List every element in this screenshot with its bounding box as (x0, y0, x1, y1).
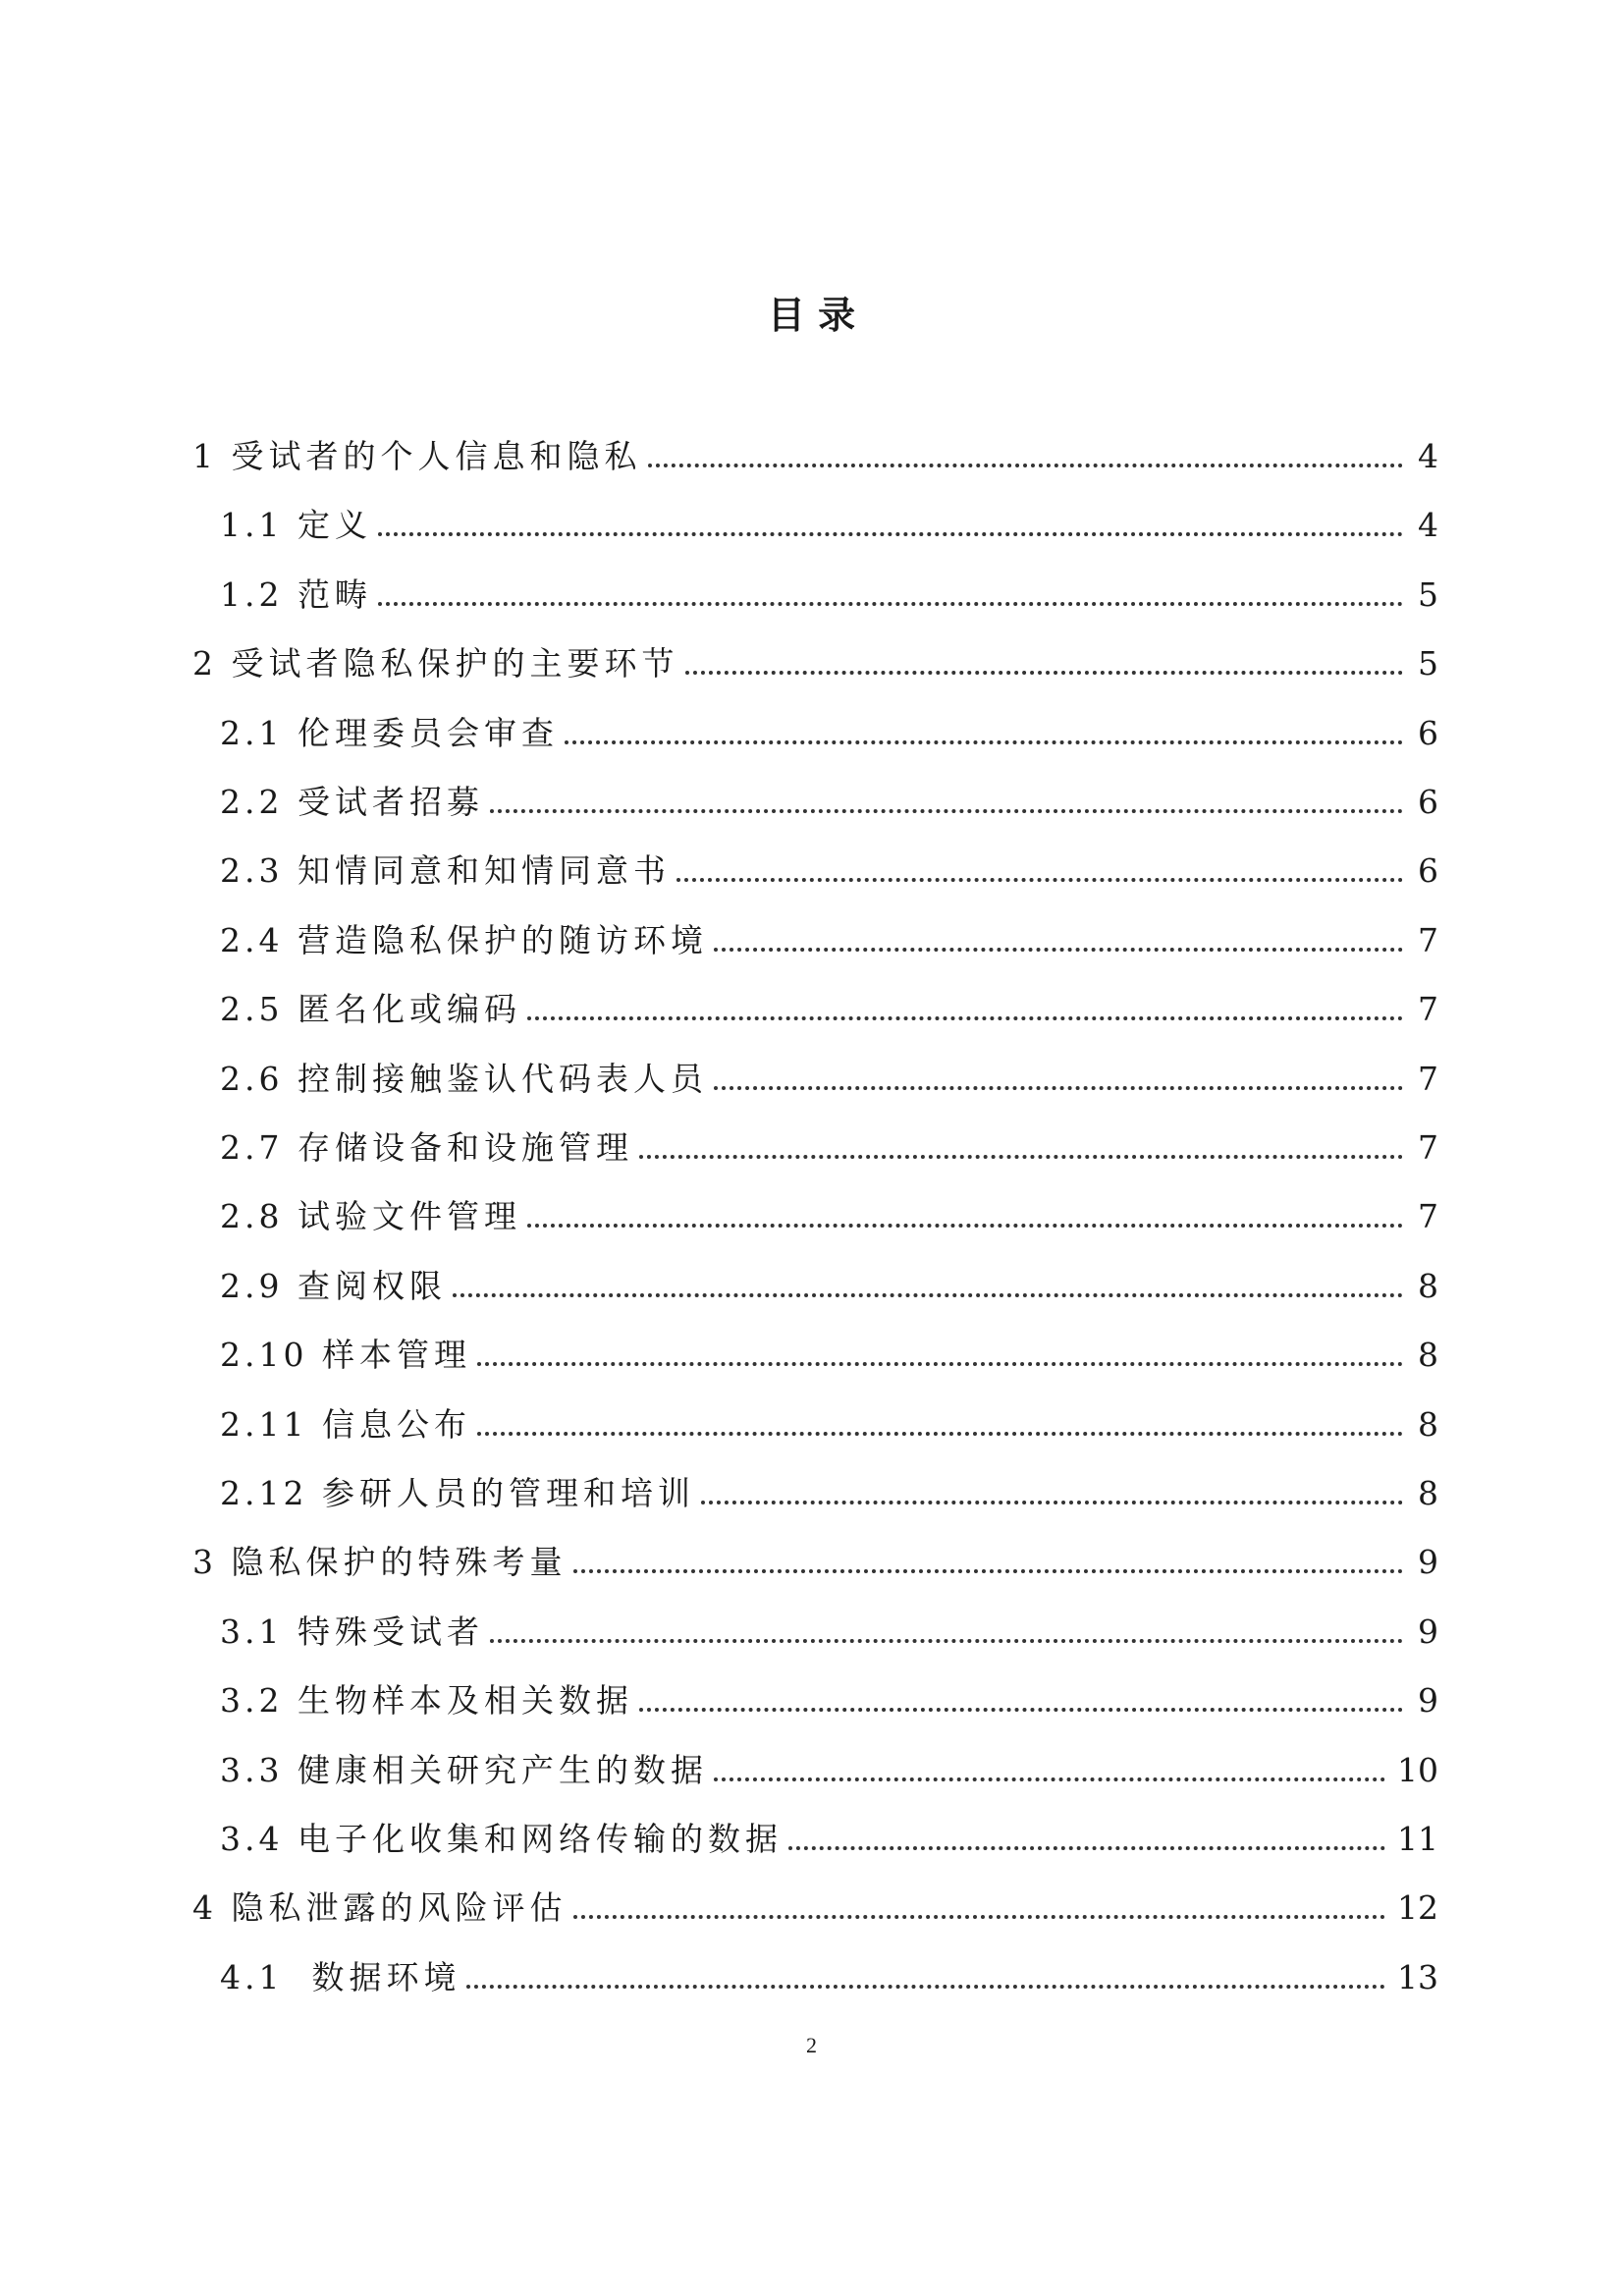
toc-entry-page: 13 (1397, 1957, 1438, 1996)
toc-dot-leader (639, 1708, 1403, 1712)
toc-dot-leader (714, 1086, 1403, 1090)
toc-entry-number: 2.3 (220, 851, 298, 891)
toc-dot-leader (565, 740, 1403, 744)
toc-dot-leader (573, 1569, 1404, 1573)
toc-entry-page: 5 (1418, 574, 1438, 614)
toc-entry[interactable] (220, 1948, 1438, 1997)
toc-entry-title: 知情同意和知情同意书 (297, 851, 671, 891)
toc-entry-title: 样本管理 (321, 1336, 471, 1375)
toc-dot-leader (453, 1293, 1403, 1297)
toc-entry-number: 3.4 (220, 1820, 298, 1858)
toc-entry-page: 6 (1418, 713, 1438, 752)
toc-dot-leader (477, 1362, 1403, 1366)
toc-dot-leader (527, 1016, 1403, 1020)
toc-dot-leader (477, 1432, 1403, 1436)
toc-entry-number: 2.5 (220, 990, 298, 1029)
toc-dot-leader (714, 1777, 1385, 1781)
toc-entry-page: 8 (1418, 1266, 1438, 1305)
toc-entry-page: 6 (1418, 851, 1438, 891)
toc-entry[interactable] (220, 1257, 1438, 1306)
toc-entry-title: 范畴 (297, 574, 372, 614)
toc-entry-page: 7 (1418, 990, 1438, 1029)
toc-entry-number: 2.4 (220, 920, 298, 959)
toc-entry-number: 2.10 (220, 1336, 322, 1375)
toc-entry-title: 参研人员的管理和培训 (321, 1474, 695, 1512)
toc-entry-number: 2.1 (220, 713, 298, 752)
toc-entry-number: 2.8 (220, 1197, 298, 1236)
toc-dot-leader (788, 1846, 1385, 1850)
toc-entry-title: 生物样本及相关数据 (297, 1681, 633, 1721)
toc-entry-page: 8 (1418, 1474, 1438, 1512)
toc-entry-number: 1.2 (220, 574, 298, 614)
toc-entry-number: 2.9 (220, 1266, 298, 1305)
toc-entry-number: 2.2 (220, 783, 298, 821)
toc-entry-number: 2.7 (220, 1128, 298, 1167)
toc-entry[interactable] (220, 704, 1438, 753)
toc-dot-leader (714, 948, 1403, 952)
toc-entry[interactable] (220, 1603, 1438, 1652)
toc-entry-page: 11 (1397, 1820, 1438, 1858)
toc-entry[interactable] (220, 1395, 1438, 1445)
toc-entry[interactable] (192, 427, 1438, 476)
toc-dot-leader (676, 878, 1403, 882)
toc-entry-title: 伦理委员会审查 (297, 713, 559, 752)
toc-dot-leader (527, 1224, 1403, 1228)
toc-entry-page: 5 (1418, 644, 1438, 683)
toc-dot-leader (573, 1915, 1386, 1919)
toc-entry-number: 2.6 (220, 1059, 298, 1098)
toc-entry-title: 受试者招募 (297, 783, 484, 821)
toc-entry-title: 隐私泄露的风险评估 (231, 1888, 568, 1928)
toc-entry-page: 9 (1418, 1681, 1438, 1721)
toc-entry-page: 7 (1418, 1197, 1438, 1236)
toc-entry-number: 2 (192, 644, 232, 683)
toc-entry[interactable] (220, 773, 1438, 822)
toc-entry-page: 7 (1418, 1128, 1438, 1167)
toc-entry[interactable] (220, 566, 1438, 615)
toc-entry[interactable] (192, 1879, 1438, 1928)
toc-entry-title: 匿名化或编码 (297, 990, 521, 1029)
toc-dot-leader (490, 809, 1403, 813)
toc-entry-page: 8 (1418, 1404, 1438, 1444)
toc-entry-title: 受试者隐私保护的主要环节 (231, 644, 679, 683)
toc-entry-page: 6 (1418, 783, 1438, 821)
toc-entry-page: 7 (1418, 920, 1438, 959)
toc-entry[interactable] (220, 1741, 1438, 1790)
toc-entry-page: 9 (1418, 1612, 1438, 1651)
toc-entry[interactable] (192, 1533, 1438, 1582)
toc-entry-title: 营造隐私保护的随访环境 (297, 920, 708, 959)
toc-entry-page: 4 (1418, 437, 1438, 475)
toc-entry-title: 受试者的个人信息和隐私 (231, 437, 642, 475)
toc-entry[interactable] (220, 980, 1438, 1029)
toc-entry-number: 4 (192, 1888, 232, 1928)
toc-entry-number: 3 (192, 1543, 232, 1582)
toc-entry-number: 3.2 (220, 1681, 298, 1721)
toc-entry-title: 存储设备和设施管理 (297, 1128, 633, 1167)
toc-entry-number: 3.1 (220, 1612, 298, 1651)
toc-entry-number: 1 (192, 437, 232, 475)
toc-entry[interactable] (220, 1326, 1438, 1375)
page-number: 2 (806, 2033, 817, 2057)
toc-dot-leader (701, 1501, 1403, 1504)
toc-entry[interactable] (220, 496, 1438, 545)
toc-entry-title: 试验文件管理 (297, 1197, 521, 1236)
toc-entry-title: 电子化收集和网络传输的数据 (297, 1820, 783, 1858)
toc-dot-leader (490, 1639, 1403, 1643)
toc-dot-leader (648, 464, 1404, 467)
toc-entry-page: 4 (1418, 506, 1438, 545)
toc-entry-title: 查阅权限 (297, 1266, 447, 1305)
toc-entry-number: 1.1 (220, 506, 298, 545)
toc-entry[interactable] (220, 1050, 1438, 1099)
toc-entry-title: 定义 (297, 506, 372, 545)
toc-entry[interactable] (220, 1187, 1438, 1236)
toc-dot-leader (639, 1155, 1403, 1159)
toc-entry-number: 2.12 (220, 1474, 322, 1512)
toc-dot-leader (466, 1985, 1385, 1989)
toc-entry-number: 4.1 (220, 1957, 312, 1996)
toc-entry-page: 9 (1418, 1543, 1438, 1582)
toc-entry-page: 8 (1418, 1336, 1438, 1375)
toc-entry-title: 隐私保护的特殊考量 (231, 1543, 568, 1582)
toc-dot-leader (685, 671, 1404, 675)
toc-entry-title: 控制接触鉴认代码表人员 (297, 1059, 708, 1098)
toc-entry-number: 3.3 (220, 1750, 298, 1789)
toc-dot-leader (378, 602, 1403, 606)
toc-entry[interactable] (220, 1464, 1438, 1513)
toc-entry[interactable] (220, 911, 1438, 960)
toc-entry-title: 数据环境 (311, 1957, 461, 1996)
toc-entry[interactable] (220, 842, 1438, 891)
toc-entry-page: 10 (1397, 1750, 1438, 1789)
toc-entry-title: 特殊受试者 (297, 1612, 484, 1651)
toc-title: 目 录 (767, 294, 856, 337)
toc-entry-title: 信息公布 (321, 1404, 471, 1444)
toc-entry[interactable] (220, 1810, 1438, 1859)
toc-dot-leader (378, 532, 1403, 536)
toc-entry-page: 12 (1397, 1888, 1438, 1928)
toc-entry[interactable] (192, 634, 1438, 683)
toc-entry[interactable] (220, 1119, 1438, 1168)
toc-entry[interactable] (220, 1671, 1438, 1721)
toc-entry-page: 7 (1418, 1059, 1438, 1098)
toc-entry-title: 健康相关研究产生的数据 (297, 1750, 708, 1789)
toc-entry-number: 2.11 (220, 1404, 322, 1444)
